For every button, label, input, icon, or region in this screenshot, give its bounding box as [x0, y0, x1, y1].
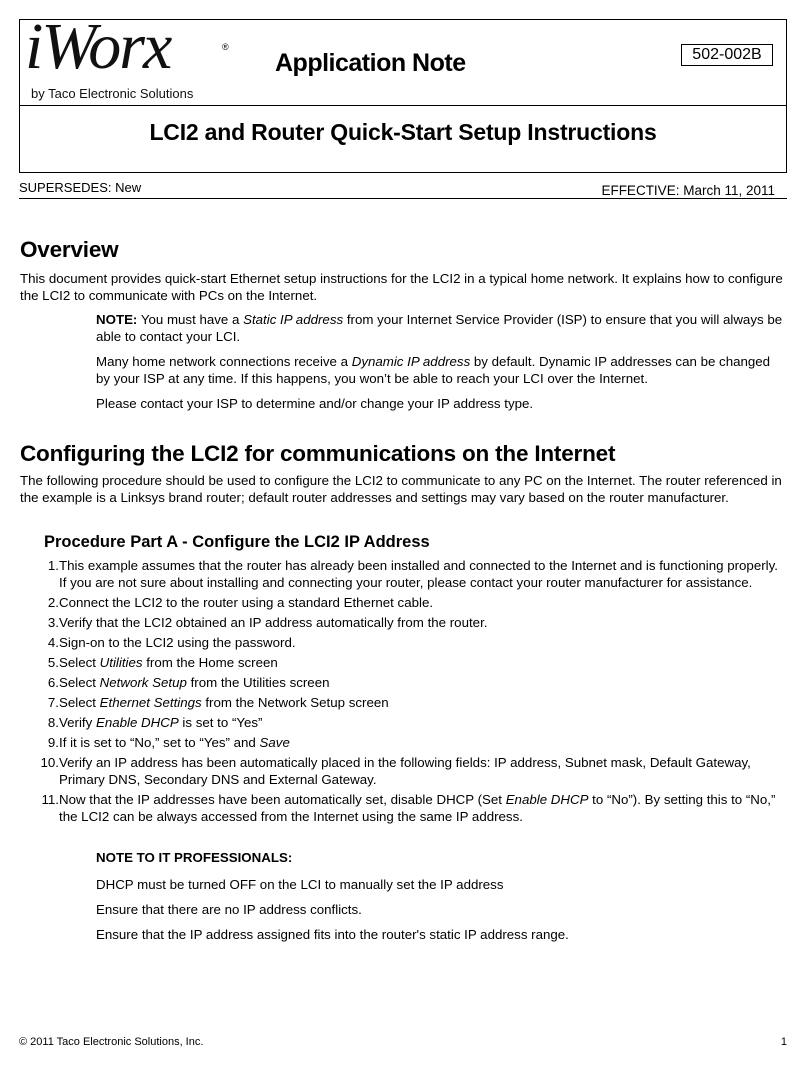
it-note-line: DHCP must be turned OFF on the LCI to manually set the IP address: [96, 876, 504, 892]
procedure-step: 9.If it is set to “No,” set to “Yes” and Save: [47, 734, 290, 750]
header-rule: [19, 198, 787, 199]
procedure-step: 10.Verify an IP address has been automatically placed in the following fields: IP address, Subnet mask, Default Gateway, Primary DNS, Secondary DNS and External Gateway.: [40, 754, 751, 787]
procedure-step: 6.Select Network Setup from the Utilities screen: [47, 674, 330, 690]
page-number: 1: [780, 1036, 787, 1048]
header-divider: [20, 105, 786, 106]
header-box: [19, 10, 787, 173]
logo-registered-mark: ®: [222, 42, 229, 52]
it-note-line: Ensure that there are no IP address conflicts.: [96, 901, 362, 917]
static-ip-note: NOTE: You must have a Static IP address from your Internet Service Provider (ISP) to ensure that you will always be able to contact your LCI.: [96, 312, 783, 344]
application-note-label: Application Note: [275, 49, 466, 77]
procedure-step: 2.Connect the LCI2 to the router using a standard Ethernet cable.: [47, 594, 434, 610]
document-body: [20, 236, 786, 943]
configuring-heading: Configuring the LCI2 for communications on the Internet: [20, 441, 616, 466]
procedure-step: 8.Verify Enable DHCP is set to “Yes”: [47, 714, 263, 730]
it-note-heading: NOTE TO IT PROFESSIONALS:: [96, 849, 293, 865]
overview-heading: Overview: [20, 237, 119, 262]
procedure-step: 3.Verify that the LCI2 obtained an IP address automatically from the router.: [47, 614, 488, 630]
footer-copyright: © 2011 Taco Electronic Solutions, Inc.: [19, 1036, 204, 1048]
overview-intro: This document provides quick-start Ethernet setup instructions for the LCI2 in a typical home network. It explains how to configure the LCI2 to communicate with PCs on the Internet.: [20, 271, 783, 303]
procedure-step: 7.Select Ethernet Settings from the Network Setup screen: [47, 694, 389, 710]
configuring-intro: The following procedure should be used to configure the LCI2 to communicate to any PC on the Internet. The router referenced in the example is a Linksys brand router; default router addresses and settings may vary based on the router manufacturer.: [20, 473, 782, 505]
dynamic-ip-paragraph: Many home network connections receive a Dynamic IP address by default. Dynamic IP addresses can be changed by your ISP at any time. If this happens, you won’t be able to reach your LCI over the Internet.: [96, 354, 771, 386]
procedure-step: 4.Sign-on to the LCI2 using the password.: [47, 634, 296, 650]
note-label: NOTE:: [96, 312, 138, 327]
procedure-step: 5.Select Utilities from the Home screen: [47, 654, 278, 670]
logo-subtitle: by Taco Electronic Solutions: [31, 86, 194, 101]
procedure-steps: [20, 557, 786, 825]
procedure-step: 1.This example assumes that the router has already been installed and connected to the Internet and is functioning properly. If you are not sure about installing and connecting your router, please contact your router manufacturer for assistance.: [47, 557, 778, 590]
logo-text: iWorx: [25, 10, 171, 83]
procedure-heading: Procedure Part A - Configure the LCI2 IP Address: [44, 533, 430, 551]
document-title: LCI2 and Router Quick-Start Setup Instructions: [149, 119, 657, 145]
supersedes-label: SUPERSEDES: New: [19, 180, 142, 195]
document-number: 502-002B: [681, 44, 773, 66]
procedure-step: 11.Now that the IP addresses have been automatically set, disable DHCP (Set Enable DHCP to “No”). By setting this to “No,” the LCI2 can be always accessed from the Internet using the same IP address.: [41, 791, 776, 824]
contact-isp-paragraph: Please contact your ISP to determine and/or change your IP address type.: [96, 396, 534, 411]
it-note-line: Ensure that the IP address assigned fits into the router's static IP address range.: [96, 926, 569, 942]
effective-date: EFFECTIVE: March 11, 2011: [601, 183, 775, 198]
iworx-logo: [25, 10, 240, 104]
